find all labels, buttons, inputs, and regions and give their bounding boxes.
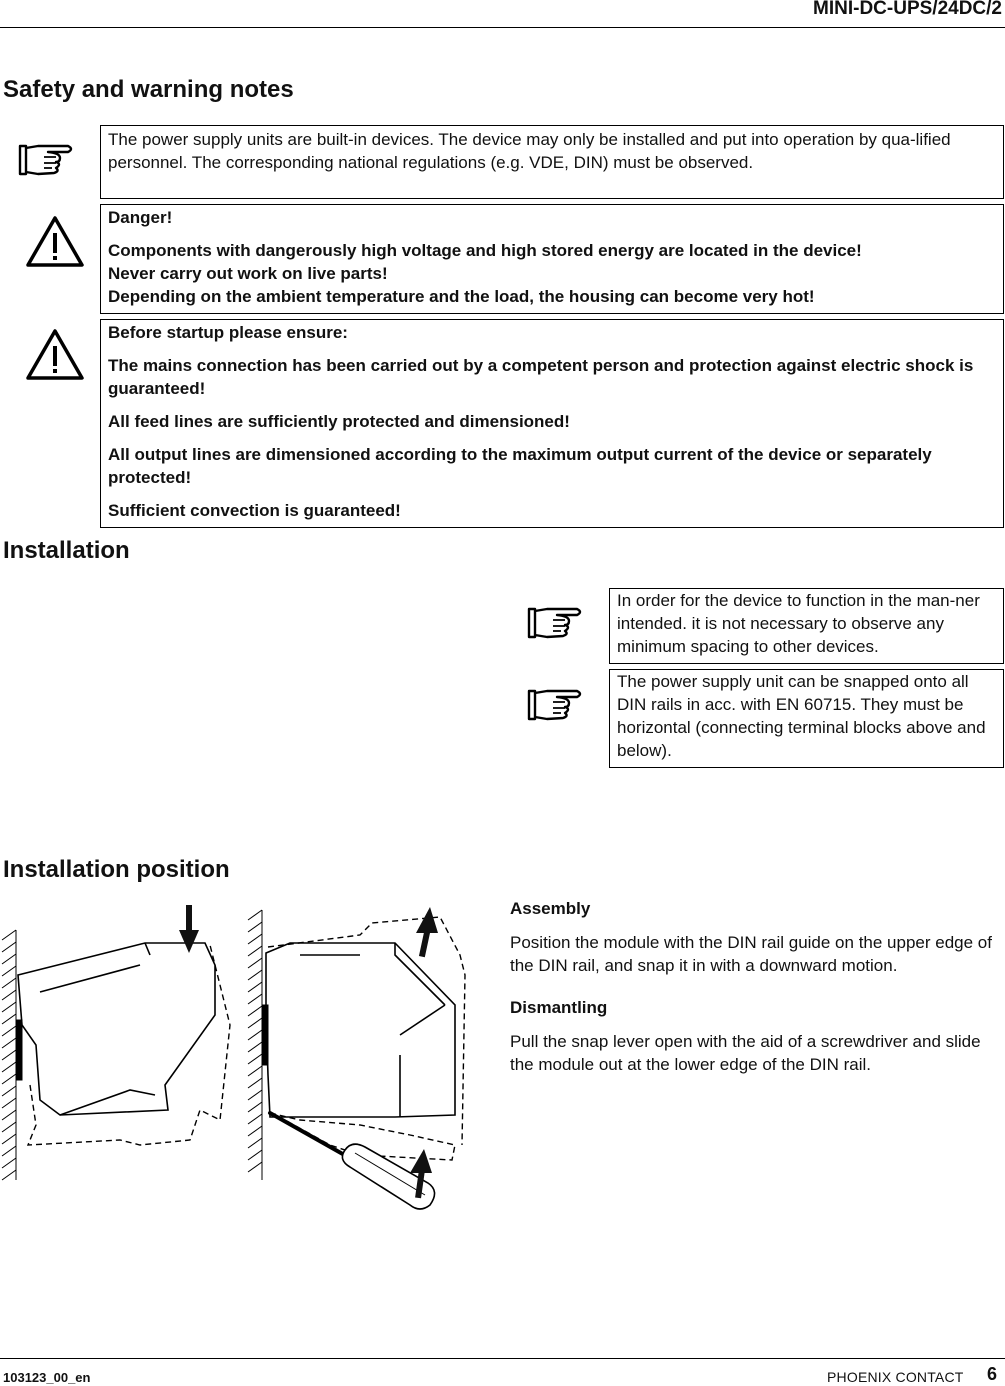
arrow-down-icon [179, 905, 199, 953]
installation-note-2-text: The power supply unit can be snapped onto all DIN rails in acc. with EN 60715. They must be horizontal (connecting terminal blocks above and below). [617, 672, 986, 760]
header-divider [0, 27, 1005, 28]
pointing-hand-icon [16, 140, 76, 180]
danger-box [100, 204, 1004, 314]
module-assembly [18, 943, 215, 1115]
startup-item-4: Sufficient convection is guaranteed! [108, 501, 401, 520]
assembly-text: Position the module with the DIN rail guide on the upper edge of the DIN rail, and snap it in with a downward motion. [510, 933, 992, 975]
installation-note-2 [609, 669, 1004, 768]
module-dismantling-outline [268, 917, 465, 1160]
startup-item-2: All feed lines are sufficiently protected and dimensioned! [108, 412, 570, 431]
danger-title: Danger! [108, 208, 173, 227]
startup-item-3: All output lines are dimensioned according to the maximum output current of the device or separately protected! [108, 445, 932, 487]
dismantling-text: Pull the snap lever open with the aid of a screwdriver and slide the module out at the lower edge of the DIN rail. [510, 1032, 981, 1074]
dismantling-title: Dismantling [510, 998, 608, 1017]
danger-line-3: Depending on the ambient temperature and the load, the housing can become very hot! [108, 287, 815, 306]
footer-divider [0, 1358, 1005, 1359]
document-title: MINI-DC-UPS/24DC/2 [813, 0, 1002, 19]
pointing-hand-icon [525, 603, 585, 643]
installation-position-heading: Installation position [3, 856, 230, 883]
safety-heading: Safety and warning notes [3, 76, 294, 103]
safety-note-box [100, 125, 1004, 199]
warning-triangle-icon [25, 328, 85, 382]
footer-doc-id: 103123_00_en [3, 1370, 91, 1385]
safety-note-text: The power supply units are built-in devices. The device may only be installed and put into operation by qua-lified personnel. The corresponding national regulations (e.g. VDE, DIN) must be observed. [108, 130, 951, 172]
footer-page-number: 6 [987, 1364, 998, 1384]
danger-line-1: Components with dangerously high voltage and high stored energy are located in the device! [108, 241, 862, 260]
footer-company: PHOENIX CONTACT [827, 1369, 964, 1385]
warning-triangle-icon [25, 215, 85, 269]
pointing-hand-icon [525, 685, 585, 725]
arrow-up-icon [416, 907, 438, 957]
installation-note-1 [609, 588, 1004, 664]
startup-title: Before startup please ensure: [108, 323, 348, 342]
din-rail-wall-left [2, 930, 22, 1180]
installation-heading: Installation [3, 537, 130, 564]
assembly-title: Assembly [510, 899, 591, 918]
startup-item-1: The mains connection has been carried out by a competent person and protection against electric shock is guaranteed! [108, 356, 974, 398]
danger-line-2: Never carry out work on live parts! [108, 264, 388, 283]
module-assembly-outline [28, 945, 230, 1145]
installation-note-1-text: In order for the device to function in the man-ner intended. it is not necessary to observe any minimum spacing to other devices. [617, 591, 980, 656]
din-rail-wall-right [248, 910, 268, 1180]
screwdriver-icon [270, 1113, 435, 1209]
mounting-illustration [0, 895, 475, 1215]
module-dismantling [266, 943, 455, 1117]
startup-box [100, 319, 1004, 528]
